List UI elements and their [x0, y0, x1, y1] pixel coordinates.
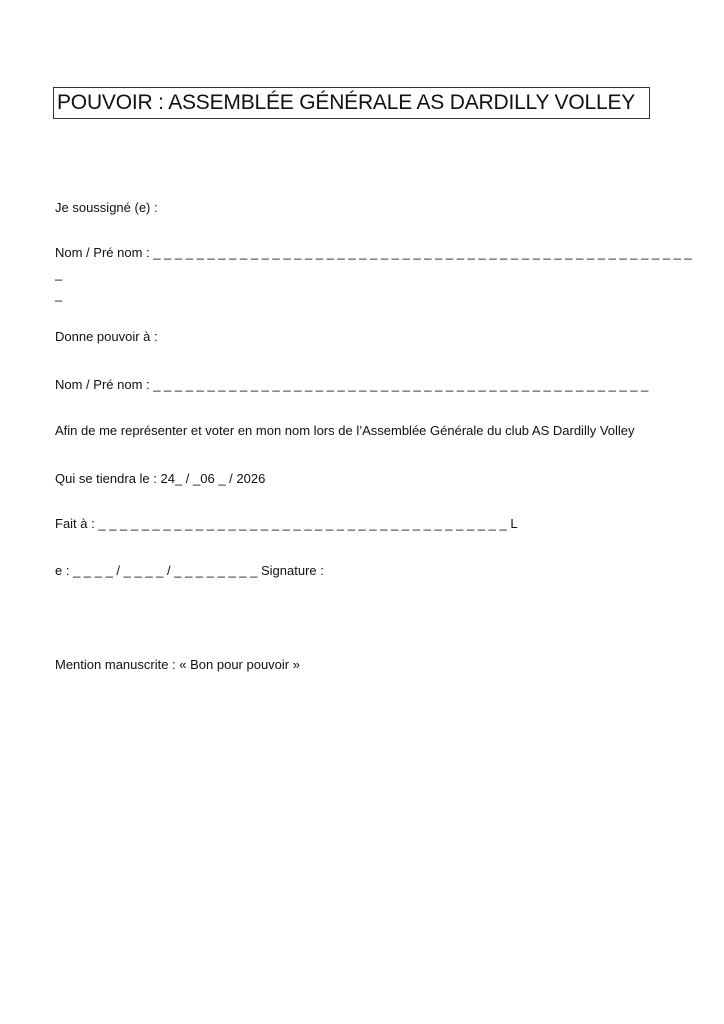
- fait-a-line: Fait à : _ _ _ _ _ _ _ _ _ _ _ _ _ _ _ _ _ _ _ _ _ _ _ _ _ _ _ _ _ _ _ _ _ _ _ _ _ _ L: [55, 516, 518, 531]
- document-title: POUVOIR : ASSEMBLÉE GÉNÉRALE AS DARDILLY VOLLEY: [57, 91, 636, 114]
- date-line: Qui se tiendra le : 24_ / _06 _ / 2026: [55, 471, 266, 486]
- donne-pouvoir-label: Donne pouvoir à :: [55, 329, 158, 344]
- nom-prenom-field-1-continuation: _: [55, 266, 63, 281]
- date-signature-line: e : _ _ _ _ / _ _ _ _ / _ _ _ _ _ _ _ _ Signature :: [55, 563, 324, 578]
- nom-prenom-field-1-continuation-2: _: [55, 287, 63, 302]
- soussigne-label: Je soussigné (e) :: [55, 200, 158, 215]
- nom-prenom-field-1: Nom / Pré nom : _ _ _ _ _ _ _ _ _ _ _ _ _ _ _ _ _ _ _ _ _ _ _ _ _ _ _ _ _ _ _ _ _ _ _ _ _ _ _ _ _ _ _ _ _ _ _ _ _ _: [55, 245, 692, 260]
- afin-text: Afin de me représenter et voter en mon nom lors de l’Assemblée Générale du club AS Dardilly Volley: [55, 423, 635, 438]
- title-box: [53, 87, 650, 119]
- mention-manuscrite: Mention manuscrite : « Bon pour pouvoir »: [55, 657, 300, 672]
- nom-prenom-field-2: Nom / Pré nom : _ _ _ _ _ _ _ _ _ _ _ _ _ _ _ _ _ _ _ _ _ _ _ _ _ _ _ _ _ _ _ _ _ _ _ _ _ _ _ _ _ _ _ _ _ _: [55, 377, 649, 392]
